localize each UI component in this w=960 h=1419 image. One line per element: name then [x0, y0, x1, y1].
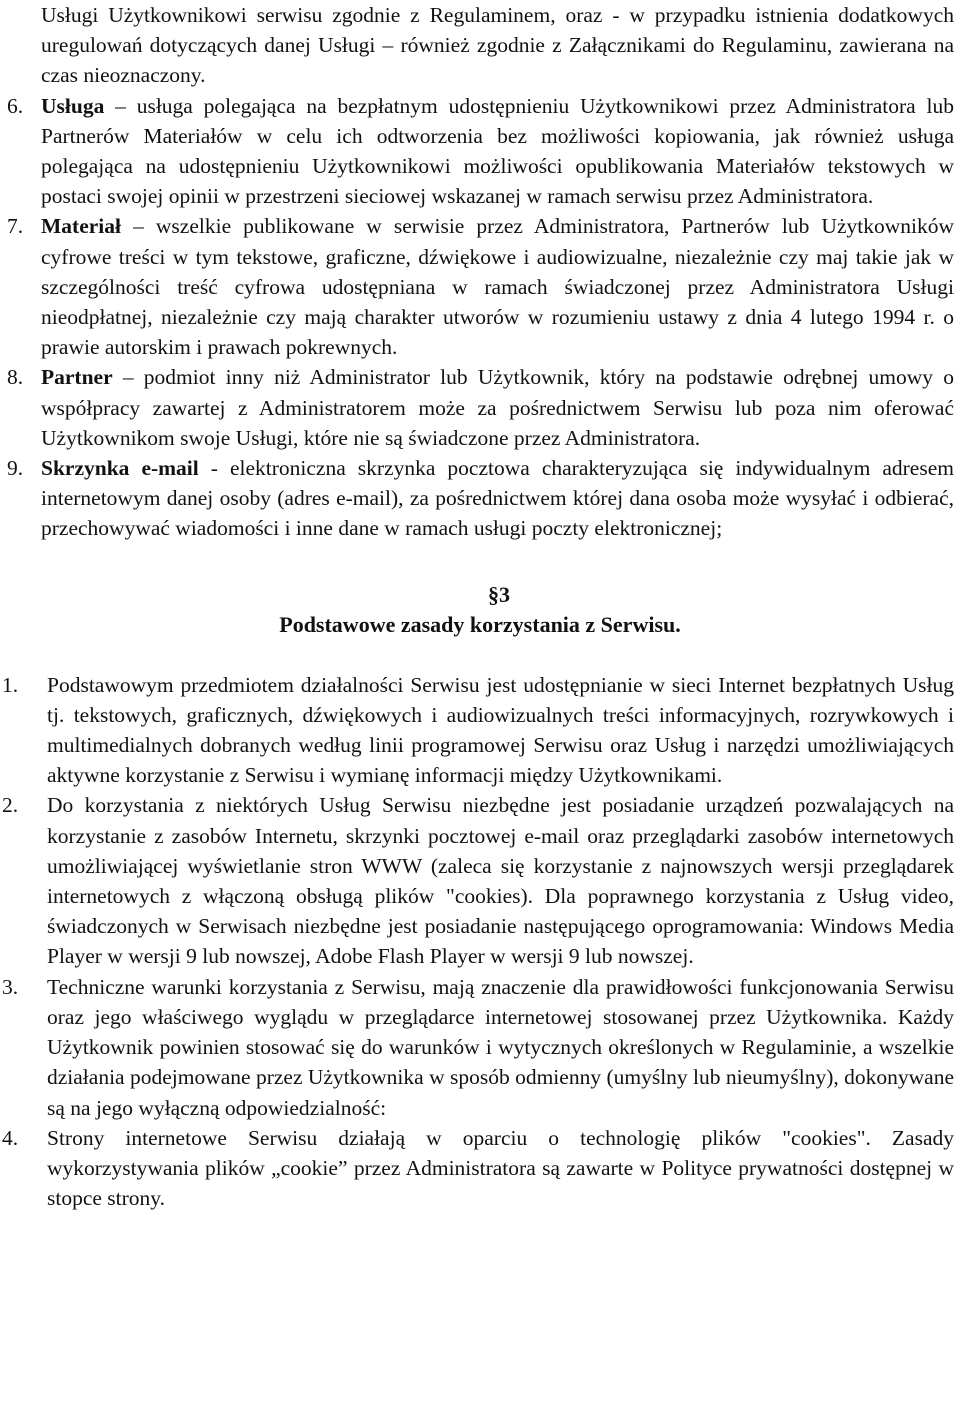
- rule-item-3: [0, 972, 960, 1123]
- rule-number: 2.: [2, 793, 19, 818]
- definition-term: Materiał: [41, 214, 121, 239]
- rule-item-1: [0, 670, 960, 791]
- rule-item-4: [0, 1123, 960, 1214]
- definition-term: Skrzynka e-mail: [41, 456, 199, 481]
- rule-item-2: [0, 790, 960, 971]
- definition-term: Partner: [41, 365, 113, 390]
- rule-text: Techniczne warunki korzystania z Serwisu, mają znaczenie dla prawidłowości funkcjonowania Serwisu oraz jego właściwego wyglądu w przeglądarce internetowej stosowanej przez Użytkownika. Każdy Użytkownik powinien stosować się do warunków i wytycznych określonych w Regulaminie, a wszelkie działania podejmowane przez Użytkownika w sposób odmienny (umyślny lub nieumyślny), dokonywane są na jego wyłączną odpowiedzialność:: [47, 974, 954, 1120]
- definition-number: 9.: [7, 456, 24, 481]
- definition-term: Usługa: [41, 93, 105, 118]
- definition-number: 8.: [7, 365, 24, 390]
- definition-number: 7.: [7, 214, 24, 239]
- definition-item-9: [0, 453, 960, 544]
- definition-text: – usługa polegająca na bezpłatnym udostępnieniu Użytkownikowi przez Administratora lub Partnerów Materiałów w celu ich odtworzenia bez możliwości kopiowania, jak również usługa polegająca na udostępnieniu Użytkownikowi możliwości opublikowania Materiałów tekstowych w postaci swojej opinii w przestrzeni sieciowej wskazanej w ramach serwisu przez Administratora.: [41, 93, 954, 209]
- rule-number: 1.: [2, 672, 19, 697]
- section-title: Podstawowe zasady korzystania z Serwisu.: [279, 611, 681, 637]
- definitions-list: [0, 91, 960, 544]
- section-heading: [0, 580, 960, 640]
- definition-item-8: [0, 362, 960, 453]
- definition-text: – wszelkie publikowane w serwisie przez Administratora, Partnerów lub Użytkowników cyfrowe treści w tym tekstowe, graficzne, dźwiękowe i audiowizualne, niezależnie czy maj takie jak w szczególności treść cyfrowa udostępniana w ramach świadczonej przez Administratora Usługi nieodpłatnej, niezależnie czy mają charakter utworów w rozumieniu ustawy z dnia 4 lutego 1994 r. o prawie autorskim i prawach pokrewnych.: [41, 214, 954, 360]
- rule-number: 3.: [2, 974, 19, 999]
- rule-text: Strony internetowe Serwisu działają w oparciu o technologię plików "cookies". Zasady wykorzystywania plików „cookie” przez Administratora są zawarte w Polityce prywatności dostępnej w stopce strony.: [47, 1125, 954, 1211]
- definition-text: – podmiot inny niż Administrator lub Użytkownik, który na podstawie odrębnej umowy o współpracy zawartej z Administratorem może za pośrednictwem Serwisu lub poza nim oferować Użytkownikom swoje Usługi, które nie są świadczone przez Administratora.: [41, 365, 954, 450]
- rule-text: Do korzystania z niektórych Usług Serwisu niezbędne jest posiadanie urządzeń pozwalających na korzystanie z zasobów Internetu, skrzynki pocztowej e-mail oraz przeglądarki zasobów internetowych umożliwiającej wyświetlanie stron WWW (zaleca się korzystanie z najnowszych wersji przeglądarek internetowych z włączoną obsługą plików "cookies). Dla poprawnego korzystania z Usług video, świadczonych w Serwisach niezbędne jest posiadanie następującego oprogramowania: Windows Media Player w wersji 9 lub nowszej, Adobe Flash Player w wersji 9 lub nowszej.: [47, 793, 954, 969]
- definition-item-7: [0, 211, 960, 362]
- rule-text: Podstawowym przedmiotem działalności Serwisu jest udostępnianie w sieci Internet bezpłatnych Usług tj. tekstowych, graficznych, dźwiękowych i audiowizualnych treści informacyjnych, rozrywkowych i multimedialnych dobranych według linii programowej Serwisu oraz Usług i narzędzi umożliwiających aktywne korzystanie z Serwisu i wymianę informacji między Użytkownikami.: [47, 672, 954, 788]
- definition-number: 6.: [7, 93, 24, 118]
- definition-text: - elektroniczna skrzynka pocztowa charakteryzująca się indywidualnym adresem internetowym danej osoby (adres e-mail), za pośrednictwem której dana osoba może wysyłać i odbierać, przechowywać wiadomości i inne dane w ramach usługi poczty elektronicznej;: [41, 456, 954, 541]
- definition-item-6: [0, 91, 960, 212]
- rule-number: 4.: [2, 1125, 19, 1150]
- section-symbol: §3: [488, 581, 510, 607]
- intro-continuation: Usługi Użytkownikowi serwisu zgodnie z Regulaminem, oraz - w przypadku istnienia dodatkowych uregulowań dotyczących danej Usługi – również zgodnie z Załącznikami do Regulaminu, zawierana na czas nieoznaczony.: [41, 3, 954, 88]
- rules-list: [0, 670, 960, 1214]
